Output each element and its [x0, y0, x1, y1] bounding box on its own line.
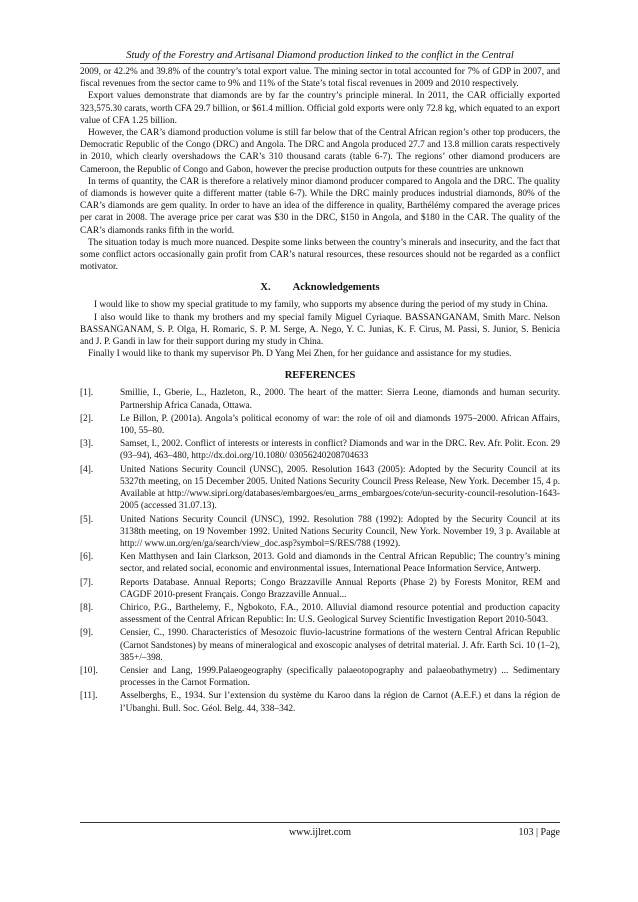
reference-item: [80, 413, 560, 437]
section-title: Acknowledgements: [292, 282, 380, 294]
reference-item: [80, 577, 560, 601]
page: [80, 0, 560, 716]
reference-number: [1].: [80, 388, 94, 399]
paragraph: I also would like to thank my brothers and my special family Miguel Cyriaque. BASSANGANAM, Smith Marc. Nelson BASSANGANAM, S. P. Olga, H. Romaric, S. P. M. Serge, A. Nego, Y. C. Junias, K. F. Cirus, M. Passi, S. Junior, S. Benicia and J. P. Gandi in law for their support during my study in China.: [80, 312, 560, 348]
references-heading: REFERENCES: [284, 370, 356, 382]
reference-item: [80, 438, 560, 462]
section-heading-acknowledgements: [80, 282, 560, 293]
reference-number: [8].: [80, 602, 94, 613]
reference-text: United Nations Security Council (UNSC), 2005. Resolution 1643 (2005): Adopted by the Security Council at its 5327th meeting, on 15 December 2005. United Nations Security Council Press Release, New York. December 15, 4 p. Available at http://www.sipri.org/databases/embargoes/eu_arms_embargoes/cote/un-security-council-resolution-1643-2005 (accessed 31.07.13).: [120, 464, 560, 512]
reference-item: [80, 464, 560, 513]
reference-item: [80, 602, 560, 626]
reference-text: Asselberghs, E., 1934. Sur l’extension du système du Karoo dans la région de Carnot (A.E.F.) et dans la région de l’Ubanghi. Bull. Soc. Géol. Belg. 44, 338–342.: [120, 691, 560, 714]
paragraph: Finally I would like to thank my supervisor Ph. D Yang Mei Zhen, for her guidance and assistance for my studies.: [88, 349, 512, 360]
reference-text: United Nations Security Council (UNSC), 1992. Resolution 788 (1992): Adopted by the Security Council at its 3138th meeting, on 19 November 1992. United Nations Security Council, New York. November 19, 3 p. Available at http:// www.un.org/en/ga/search/view_doc.asp?symbol=S/RES/788 (1992).: [120, 514, 560, 549]
references-list: [80, 387, 560, 714]
reference-text: Chirico, P.G., Barthelemy, F., Ngbokoto, F.A., 2010. Alluvial diamond resource potential and production capacity assessment of the Central African Republic: In: U.S. Geological Survey Scientific Investigation Report 2010-5043.: [120, 602, 560, 626]
reference-text: Censier, C., 1990. Characteristics of Mesozoic fluvio-lacustrine formations of the western Central African Republic (Carnot Sandstones) by means of mineralogical and exoscopic analyses of detrital material. J. Afr. Earth Sci. 10 (1–2), 385+/–398.: [120, 628, 560, 663]
reference-text: Le Billon, P. (2001a). Angola’s political economy of war: the role of oil and diamonds 1975–2000. African Affairs, 100, 55–80.: [120, 413, 560, 437]
reference-number: [3].: [80, 439, 94, 450]
reference-number: [4].: [80, 464, 94, 475]
body-text: [80, 66, 560, 273]
paragraph: Export values demonstrate that diamonds are by far the country’s principle mineral. In 2011, the CAR officially exported 323,575.30 carats, worth CFA 29.7 billion, or $61.4 million. Official gold exports were only 72.8 kg, which equated to an export value of CFA 1.25 billion.: [80, 91, 560, 126]
reference-item: [80, 665, 560, 689]
paragraph: I would like to show my special gratitude to my family, who supports my absence during the period of my study in China.: [94, 300, 548, 311]
running-header: Study of the Forestry and Artisanal Diamond production linked to the conflict in the Central: [80, 50, 560, 64]
reference-item: [80, 387, 560, 411]
reference-text: Ken Matthysen and Iain Clarkson, 2013. Gold and diamonds in the Central African Republic; The country’s mining sector, and related social, economic and environmental issues, International Peace Information Service, Antwerp.: [120, 552, 560, 575]
footer-page-number: 103 | Page: [518, 827, 560, 838]
reference-item: [80, 551, 560, 575]
footer-website[interactable]: www.ijlret.com: [288, 827, 352, 838]
reference-number: [5].: [80, 514, 94, 525]
reference-item: [80, 514, 560, 551]
reference-item: [80, 690, 560, 714]
reference-number: [2].: [80, 413, 94, 424]
reference-number: [6].: [80, 552, 94, 563]
reference-item: [80, 627, 560, 664]
paragraph: In terms of quantity, the CAR is therefore a relatively minor diamond producer compared to Angola and the DRC. The quality of diamonds is however quite a different matter (table 6-7). While the DRC mainly produces industrial diamonds, 80% of the CAR’s diamonds are gem quality. In order to have an idea of the difference in quality, Barthélémy compared the average prices per carat in 2008. The average price per carat was $30 in the DRC, $150 in Angola, and $180 in the CAR. The quality of the CAR’s diamonds ranks fifth in the world.: [80, 176, 560, 236]
reference-text: Samset, I., 2002. Conflict of interests or interests in conflict? Diamonds and war in the DRC. Rev. Afr. Polit. Econ. 29 (93–94), 463–480, http://dx.doi.org/10.1080/ 03056240208704633: [120, 439, 560, 462]
paragraph: However, the CAR’s diamond production volume is still far below that of the Central African region’s other top producers, the Democratic Republic of the Congo (DRC) and Angola. The DRC and Angola produced 27.7 and 13.8 million carats respectively in 2010, which clearly overshadows the CAR’s 310 thousand carats (table 6-7). The regions’ other diamond producers are Cameroon, the Republic of Congo and Gabon, however the precise production outputs for these countries are unknown: [80, 128, 560, 175]
reference-number: [10].: [80, 665, 98, 676]
paragraph: The situation today is much more nuanced. Despite some links between the country’s minerals and insecurity, and the fact that some conflict actors occasionally gain profit from CAR’s natural resources, these resources should not be regarded as a conflict motivator.: [80, 237, 560, 273]
reference-number: [11].: [80, 691, 98, 702]
acknowledgements-text: [80, 299, 560, 360]
reference-text: Smillie, I., Gberie, L., Hazleton, R., 2000. The heart of the matter: Sierra Leone, diamonds and human security. Partnership Africa Canada, Ottawa.: [120, 388, 560, 411]
reference-text: Reports Database. Annual Reports; Congo Brazzaville Annual Reports (Phase 2) by Forests Monitor, REM and CAGDF 2010-present Français. Congo Brazzaville Annual...: [120, 577, 560, 600]
reference-number: [7].: [80, 577, 94, 588]
reference-number: [9].: [80, 628, 94, 639]
paragraph: 2009, or 42.2% and 39.8% of the country’s total export value. The mining sector in total accounted for 7% of GDP in 2007, and fiscal revenues from the sector came to 9% and 11% of the State’s total fiscal revenues in 2009 and 2010 respectively.: [80, 67, 560, 90]
section-number: X.: [260, 282, 271, 294]
page-footer: [80, 822, 560, 838]
reference-text: Censier and Lang, 1999.Palaeogeography (specifically palaeotopography and palaeobathymetry) ... Sedimentary processes in the Carnot Formation.: [120, 665, 560, 689]
